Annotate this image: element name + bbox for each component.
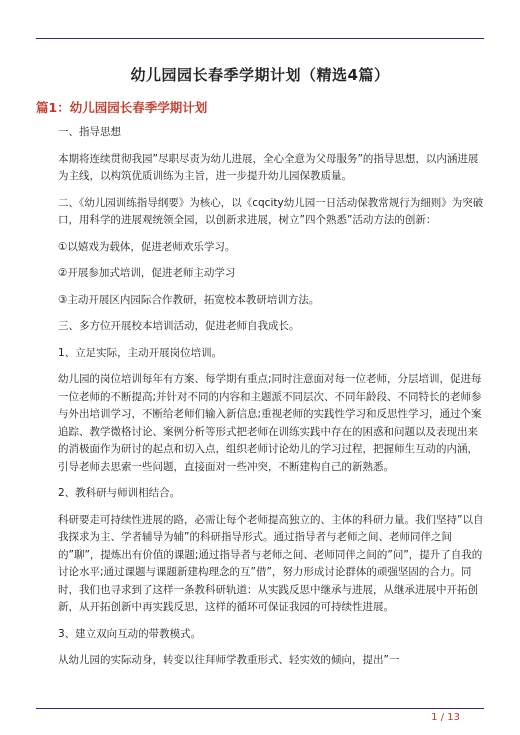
section-title: 篇1：幼儿园园长春季学期计划 — [36, 100, 208, 115]
subheading: 2、教科研与师训相结合。 — [58, 487, 181, 499]
body-paragraph: 科研要走可持续性进展的路，必需让每个老师提高独立的、主体的科研力量。我们坚持”以自我探求为主、学者辅导为辅”的科研指导形式。通过指导者与老师之间、老师同伴之间的”聊”，提炼出有价值的课题;通过指导者与老师之间、老师同伴之间的”问”，提升了自我的讨论水平;通过课题与课题新建构理念的互”借”，努力形成讨论群体的顽强坚固的合力。同时，我们也寻求到了这样一条教科研轨道：从实践反思中继承与进展，从继承进展中开拓创新，从开拓创新中再实践反思，这样的循环可保证我园的可持续性进展。 — [58, 513, 484, 613]
list-item: ③主动开展区内园际合作教研，拓宽校本教研培训方法。 — [58, 293, 320, 306]
body-paragraph: 二、《幼儿园训练指导纲要》为核心，以《cqcity幼儿园一日活动保教常规行为细则》为突破口，用科学的进展观统领全园，以创新求进展，树立”四个熟悉”活动方法的创新： — [58, 196, 484, 226]
heading-training: 三、多方位开展校本培训活动，促进老师自我成长。 — [58, 320, 300, 332]
subheading: 1、立足实际，主动开展岗位培训。 — [58, 346, 223, 359]
body-paragraph: 从幼儿园的实际动身，转变以往拜师学教重形式、轻实效的倾向，提出”一 — [58, 654, 400, 666]
top-divider — [36, 38, 484, 39]
bottom-divider — [36, 708, 484, 709]
page-number: 1 / 13 — [431, 712, 460, 723]
body-paragraph: 本期将连续贯彻我园”尽职尽责为幼儿进展，全心全意为父母服务”的指导思想，以内涵进展为主线，以构筑优质训练为主旨，进一步提升幼儿园保教质量。 — [58, 152, 479, 182]
document-title: 幼儿园园长春季学期计划（精选4篇） — [130, 66, 390, 84]
subheading: 3、建立双向互动的带教模式。 — [58, 627, 202, 640]
document-body — [36, 124, 484, 679]
list-item: ①以嬉戏为载体，促进老师欢乐学习。 — [58, 240, 236, 253]
list-item: ②开展参加式培训，促进老师主动学习 — [58, 267, 236, 279]
body-paragraph: 幼儿园的岗位培训每年有方案、每学期有重点;同时注意面对每一位老师，分层培训，促进每一位老师的不断提高;并针对不同的内容和主题派不同层次、不同年龄段、不同特长的老师参与外出培训学习，不断给老师们输入新信息;重视老师的实践性学习和反思性学习，通过个案追踪、教学微格讨论、案例分析等形式把老师在训练实践中存在的困惑和问题以及表现出来的消极面作为研讨的起点和切入点，组织老师讨论幼儿的学习过程，把握师生互动的内涵，引导老师去思索一些问题，直接面对一些冲突，不断建构自己的新熟悉。 — [58, 373, 482, 473]
heading-guiding-thought: 一、指导思想 — [58, 126, 121, 138]
